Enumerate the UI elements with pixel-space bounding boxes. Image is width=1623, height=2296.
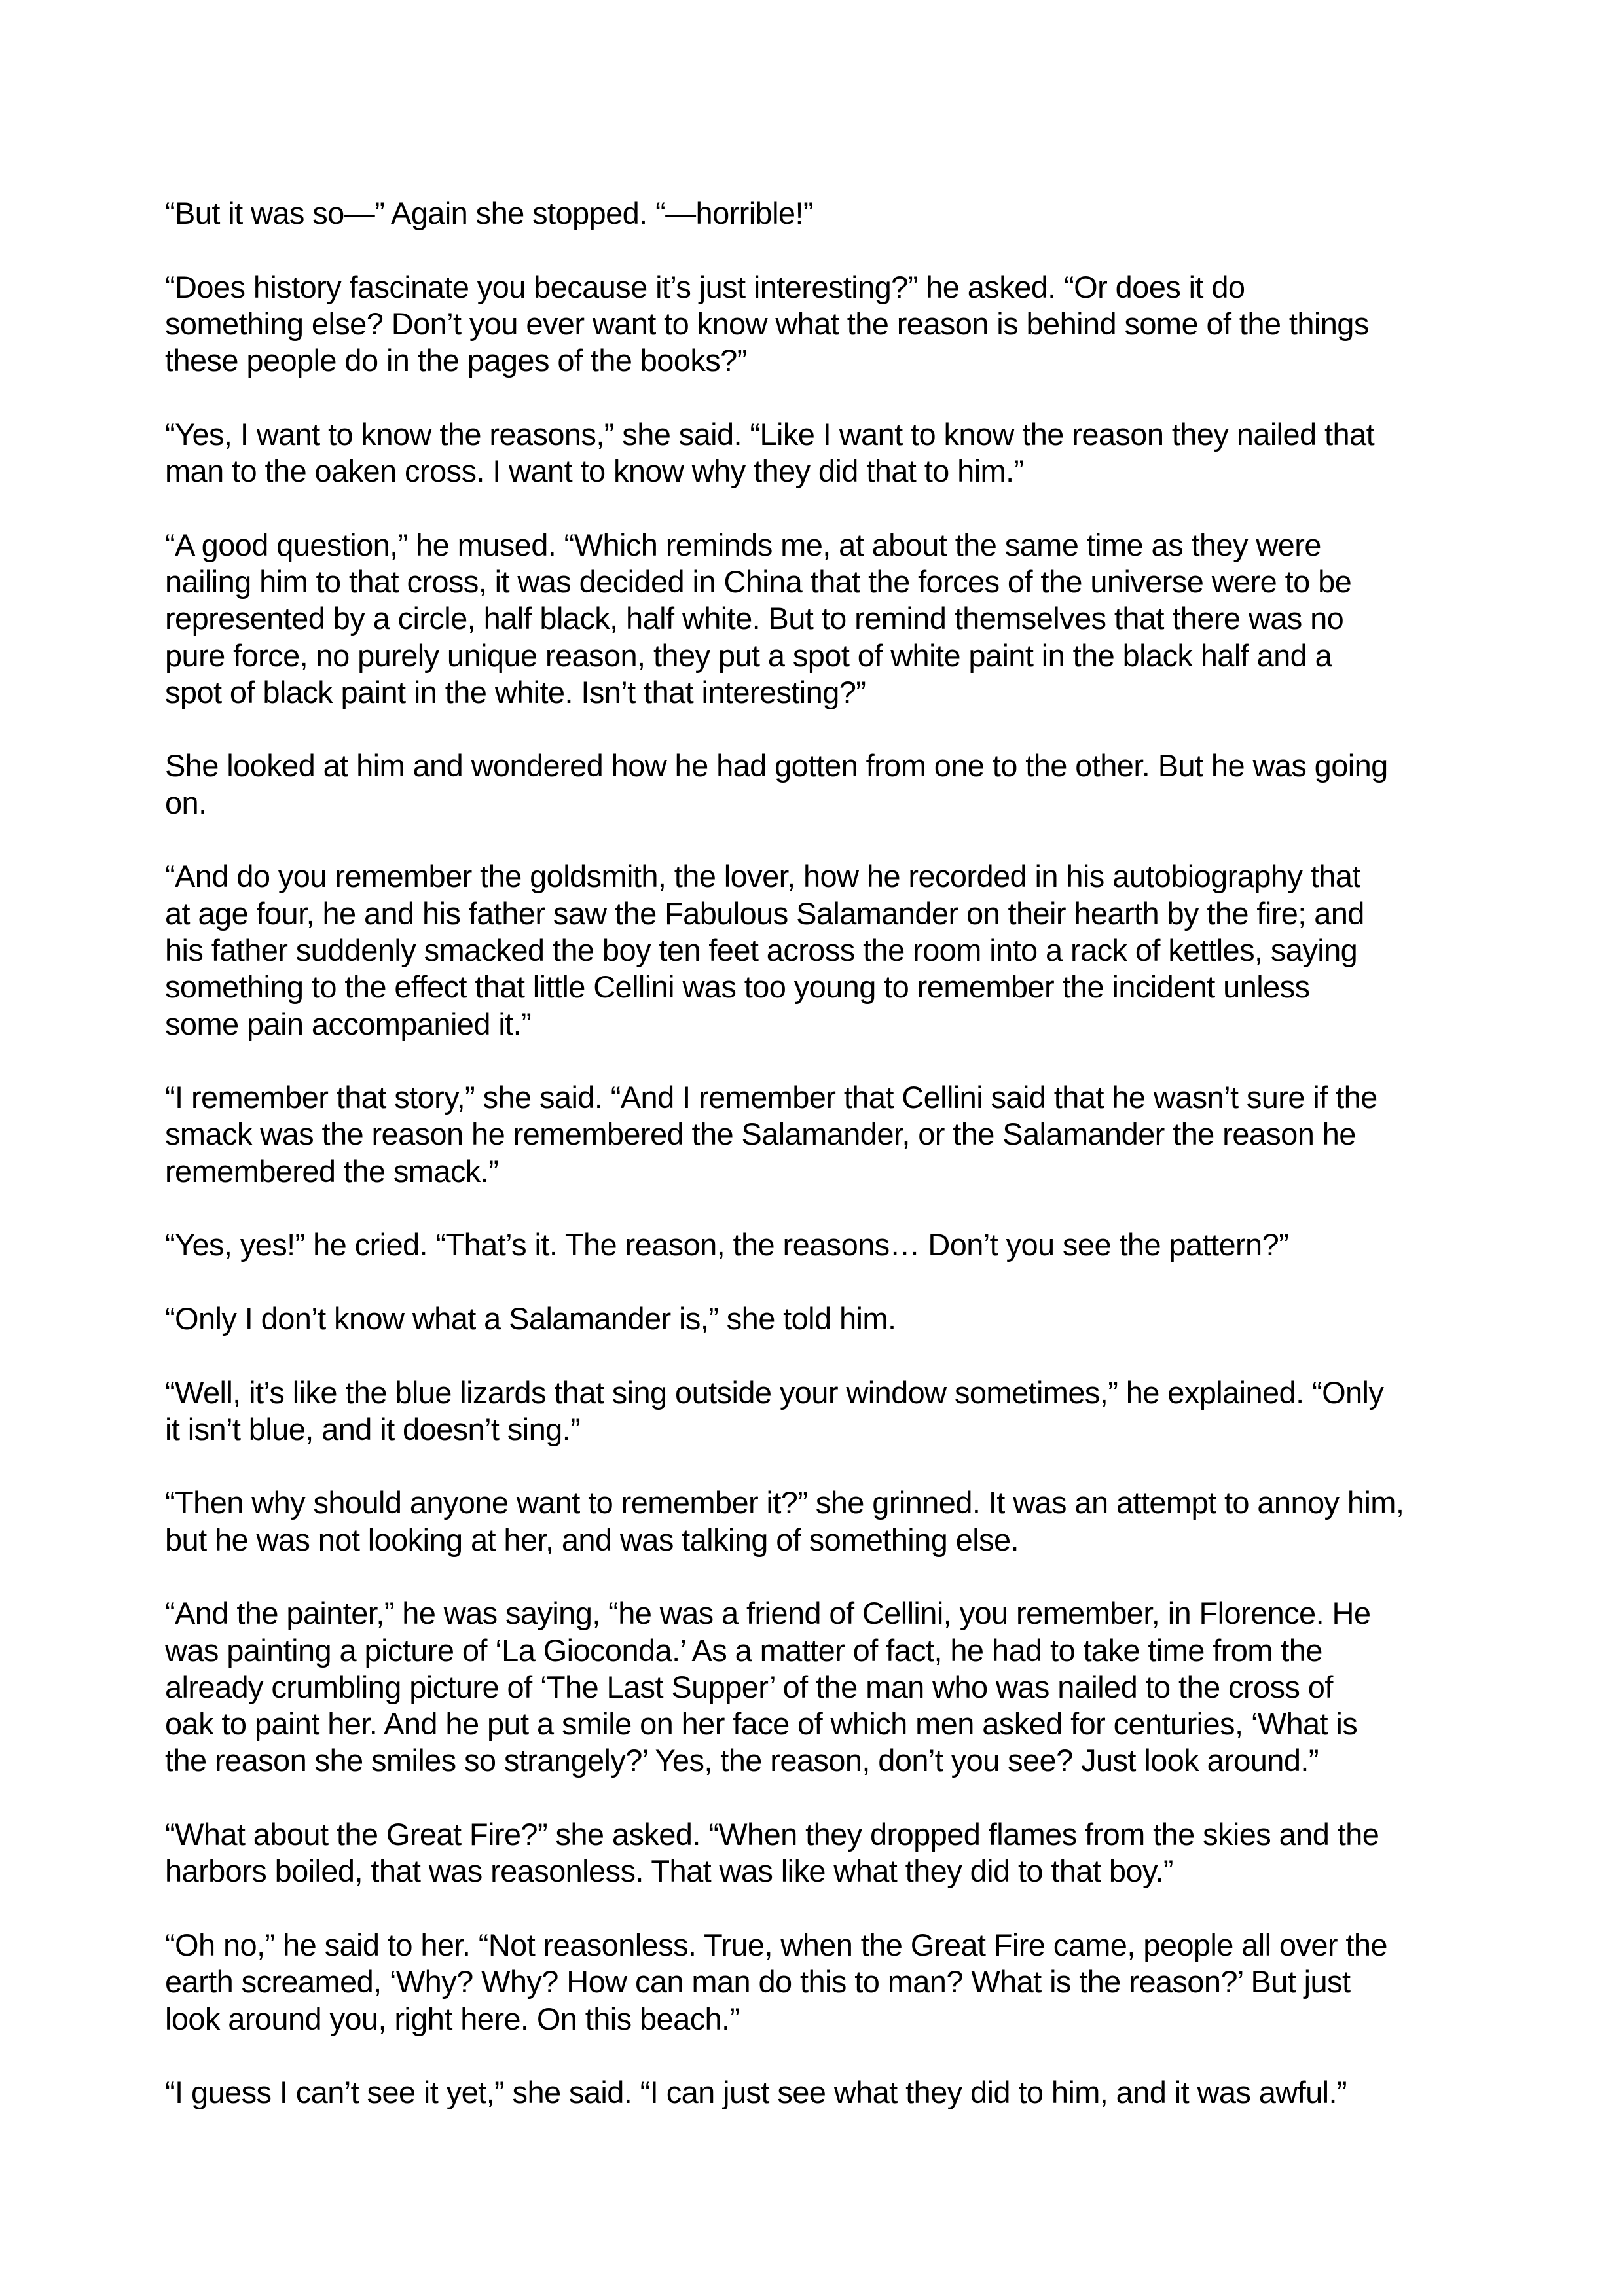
text-line: “And the painter,” he was saying, “he was a friend of Cellini, you remember, in Florence. He — [165, 1596, 1371, 1631]
text-line: “Oh no,” he said to her. “Not reasonless. True, when the Great Fire came, people all over the — [165, 1927, 1387, 1962]
text-line: at age four, he and his father saw the Fabulous Salamander on their hearth by the fire; and — [165, 895, 1364, 931]
text-line: already crumbling picture of ‘The Last Supper’ of the man who was nailed to the cross of — [165, 1669, 1333, 1704]
text-line: his father suddenly smacked the boy ten feet across the room into a rack of kettles, saying — [165, 932, 1358, 967]
text-line: man to the oaken cross. I want to know why they did that to him.” — [165, 454, 1024, 489]
paragraph — [165, 195, 1481, 232]
text-line: look around you, right here. On this beach.” — [165, 2001, 740, 2036]
paragraph — [165, 1227, 1481, 1263]
text-line: “Well, it’s like the blue lizards that sing outside your window sometimes,” he explained. “Only — [165, 1374, 1384, 1410]
paragraph — [165, 1484, 1481, 1558]
paragraph — [165, 2074, 1481, 2111]
paragraph — [165, 747, 1481, 821]
text-line: spot of black paint in the white. Isn’t that interesting?” — [165, 674, 866, 709]
text-line: “But it was so—” Again she stopped. “—horrible!” — [165, 196, 813, 230]
text-line: something to the effect that little Cellini was too young to remember the incident unless — [165, 969, 1310, 1005]
text-line: it isn’t blue, and it doesn’t sing.” — [165, 1411, 581, 1446]
paragraph — [165, 416, 1481, 490]
paragraph — [165, 269, 1481, 380]
paragraph — [165, 1595, 1481, 1779]
text-line: some pain accompanied it.” — [165, 1006, 532, 1041]
text-line: remembered the smack.” — [165, 1153, 499, 1189]
text-line: was painting a picture of ‘La Gioconda.’ As a matter of fact, he had to take time from the — [165, 1632, 1322, 1668]
text-line: something else? Don’t you ever want to know what the reason is behind some of the things — [165, 306, 1369, 341]
document-page — [165, 195, 1481, 2148]
text-line: “I guess I can’t see it yet,” she said. “I can just see what they did to him, and it was awful.” — [165, 2075, 1347, 2110]
text-line: “I remember that story,” she said. “And I remember that Cellini said that he wasn’t sure if the — [165, 1080, 1377, 1115]
paragraph — [165, 1079, 1481, 1190]
text-line: harbors boiled, that was reasonless. That was like what they did to that boy.” — [165, 1854, 1173, 1889]
text-line: oak to paint her. And he put a smile on her face of which men asked for centuries, ‘What is — [165, 1706, 1358, 1742]
paragraph — [165, 1374, 1481, 1448]
text-line: “Yes, yes!” he cried. “That’s it. The reason, the reasons… Don’t you see the pattern?” — [165, 1227, 1289, 1263]
paragraph — [165, 1927, 1481, 2037]
text-line: represented by a circle, half black, half white. But to remind themselves that there was no — [165, 601, 1344, 636]
text-line: “Only I don’t know what a Salamander is,” she told him. — [165, 1300, 896, 1336]
text-line: earth screamed, ‘Why? Why? How can man do this to man? What is the reason?’ But just — [165, 1964, 1351, 2000]
text-line: smack was the reason he remembered the Salamander, or the Salamander the reason he — [165, 1117, 1356, 1152]
text-line: these people do in the pages of the books?” — [165, 343, 747, 378]
paragraph — [165, 1816, 1481, 1890]
paragraph — [165, 1300, 1481, 1337]
text-line: on. — [165, 785, 207, 820]
text-line: nailing him to that cross, it was decided in China that the forces of the universe were to be — [165, 564, 1352, 599]
text-line: “Yes, I want to know the reasons,” she said. “Like I want to know the reason they nailed that — [165, 416, 1375, 452]
paragraph — [165, 527, 1481, 711]
text-line: “And do you remember the goldsmith, the lover, how he recorded in his autobiography that — [165, 859, 1360, 894]
paragraph — [165, 858, 1481, 1042]
text-line: “Then why should anyone want to remember it?” she grinned. It was an attempt to annoy him, — [165, 1485, 1404, 1520]
text-line: “A good question,” he mused. “Which reminds me, at about the same time as they were — [165, 527, 1321, 562]
text-line: “What about the Great Fire?” she asked. “When they dropped flames from the skies and the — [165, 1817, 1379, 1852]
text-line: “Does history fascinate you because it’s just interesting?” he asked. “Or does it do — [165, 269, 1245, 304]
text-line: the reason she smiles so strangely?’ Yes, the reason, don’t you see? Just look around.” — [165, 1743, 1319, 1778]
text-line: but he was not looking at her, and was talking of something else. — [165, 1522, 1019, 1557]
text-line: pure force, no purely unique reason, they put a spot of white paint in the black half and a — [165, 637, 1332, 673]
text-line: She looked at him and wondered how he had gotten from one to the other. But he was going — [165, 748, 1388, 783]
